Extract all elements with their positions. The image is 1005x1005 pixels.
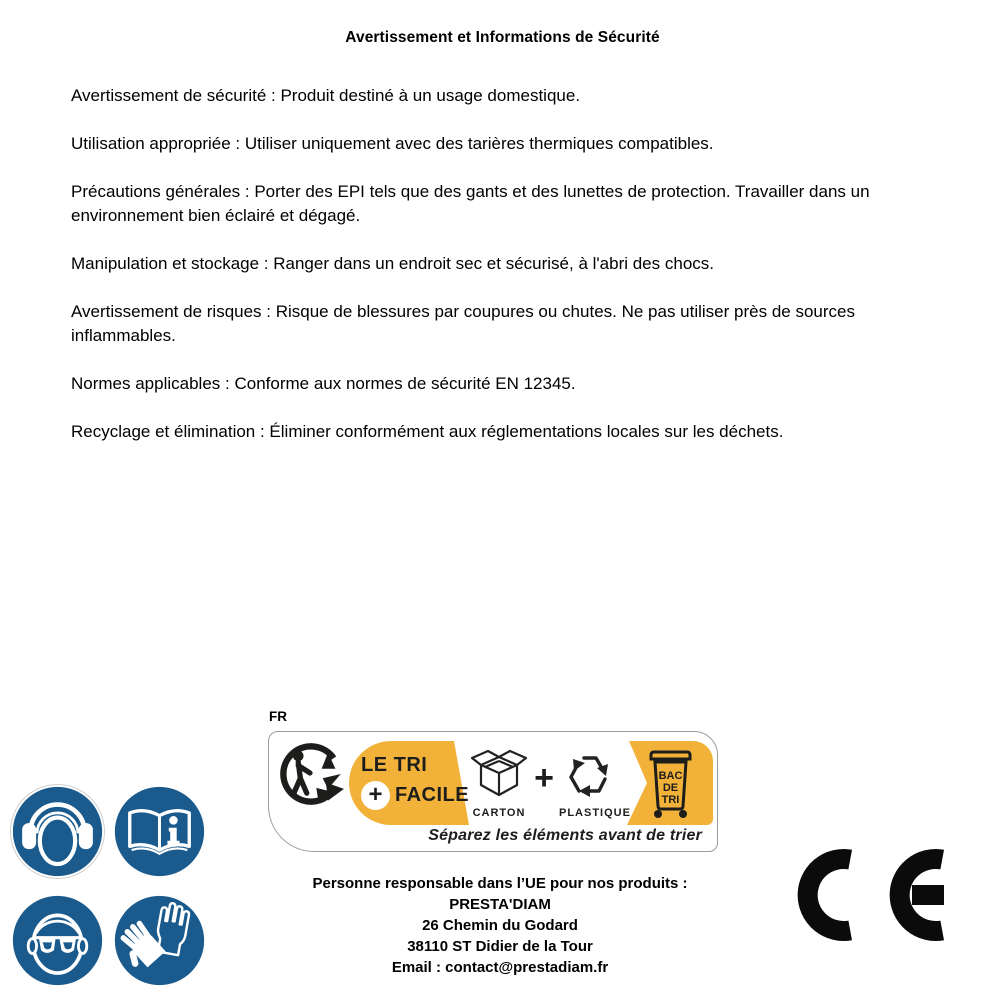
bin-label-line1: BAC bbox=[658, 770, 683, 782]
carton-label: CARTON bbox=[472, 807, 526, 819]
safety-paragraph-standards: Normes applicables : Conforme aux normes de sécurité EN 12345. bbox=[71, 374, 576, 393]
material-plastique bbox=[559, 745, 631, 819]
wear-protective-gloves-icon bbox=[113, 894, 206, 987]
plus-bubble: + bbox=[361, 781, 390, 810]
sorting-tagline: Séparez les éléments avant de trier bbox=[428, 827, 702, 844]
triman-icon bbox=[277, 740, 345, 808]
safety-paragraphs bbox=[71, 84, 946, 468]
responsible-person-block bbox=[250, 873, 750, 978]
wear-eye-protection-icon bbox=[11, 894, 104, 987]
page-title: Avertissement et Informations de Sécurité bbox=[345, 29, 660, 46]
safety-paragraph-precautions: Précautions générales : Porter des EPI tels que des gants et des lunettes de protection. Travailler dans un environnement bien éclairé et dégagé. bbox=[71, 182, 870, 225]
country-code-label: FR bbox=[269, 709, 287, 724]
responsible-intro: Personne responsable dans l’UE pour nos produits : bbox=[312, 875, 688, 892]
address-city: 38110 ST Didier de la Tour bbox=[407, 938, 593, 955]
sorting-bin-icon bbox=[648, 746, 693, 821]
plastique-label: PLASTIQUE bbox=[559, 807, 631, 819]
recycling-arrows-icon bbox=[561, 745, 617, 801]
facile-text: FACILE bbox=[395, 784, 470, 806]
company-name: PRESTA'DIAM bbox=[449, 896, 551, 913]
address-street: 26 Chemin du Godard bbox=[422, 917, 578, 934]
safety-paragraph-warning: Avertissement de sécurité : Produit destiné à un usage domestique. bbox=[71, 86, 581, 105]
safety-paragraph-storage: Manipulation et stockage : Ranger dans un endroit sec et sécurisé, à l'abri des chocs. bbox=[71, 254, 714, 273]
material-carton bbox=[469, 745, 529, 819]
materials-plus-sign: + bbox=[534, 759, 554, 797]
le-tri-facile-headline bbox=[361, 752, 471, 810]
read-instruction-manual-icon bbox=[113, 785, 206, 878]
wear-ear-protection-icon bbox=[11, 785, 104, 878]
bin-label-line2: DE bbox=[662, 782, 679, 794]
bin-label-line3: TRI bbox=[661, 794, 680, 806]
le-tri-text: LE TRI bbox=[361, 754, 428, 776]
yellow-sorting-band bbox=[349, 741, 713, 825]
cardboard-box-icon bbox=[471, 745, 527, 801]
triman-recycling-banner bbox=[268, 731, 718, 852]
safety-paragraph-risks: Avertissement de risques : Risque de blessures par coupures ou chutes. Ne pas utiliser près de sources inflammables. bbox=[71, 302, 855, 345]
ce-marking-icon bbox=[796, 845, 946, 945]
safety-paragraph-recycling: Recyclage et élimination : Éliminer conformément aux réglementations locales sur les déchets. bbox=[71, 422, 784, 441]
contact-email: Email : contact@prestadiam.fr bbox=[391, 959, 609, 976]
safety-paragraph-usage: Utilisation appropriée : Utiliser uniquement avec des tarières thermiques compatibles. bbox=[71, 134, 714, 153]
